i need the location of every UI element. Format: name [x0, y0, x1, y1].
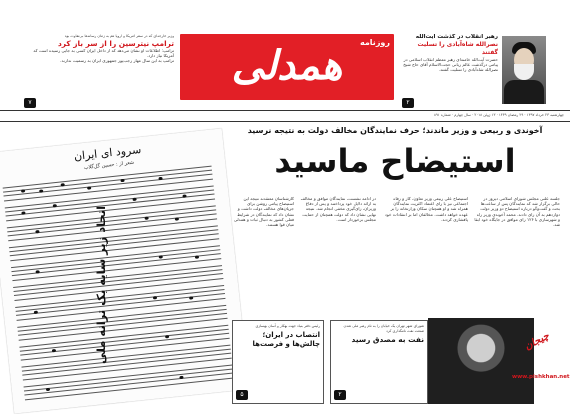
bottom-middle-story[interactable] — [232, 320, 324, 404]
mosaddegh-photo — [428, 318, 534, 404]
header-right-page: ۲ — [402, 98, 414, 108]
header-right-story[interactable] — [402, 34, 498, 102]
bottom-middle-title: انتصاب در ایران؛ چالش‌ها و فرصت‌ها — [252, 330, 320, 348]
sheet-music-image — [0, 128, 249, 413]
article-column-1: جلسه علنی مجلس شورای اسلامی دیروز در حالی برگزار شد که نمایندگان پس از ساعت‌ها بحث و گفت‌وگو درباره استیضاح دو وزیر دولت دوازدهم به آن رای دادند. محمد آخوندی وزیر راه و شهرسازی با ۱۲۶ رای موافق در جایگاه خود ابقا شد. — [474, 196, 560, 228]
header-left-bullet-2: ترامپ به این سال مهار رجب‌پور جمهوری ایران به رسمیت ندارند. — [60, 58, 174, 63]
masthead-area — [0, 0, 570, 118]
sheet-music-overlay-title[interactable]: اتحاد زیر سایه یک ترانه ملی — [94, 205, 108, 365]
header-left-kicker: وزیر خارجه‌ای که در سفر آمریکا و اروپا هم به زمان رسانه‌ها بی‌تفاوت بود — [64, 34, 174, 38]
article-column-2: استیضاح علی ربیعی وزیر تعاون، کار و رفاه اجتماعی نیز با رای اعتماد اکثریت نمایندگان همراه شد و او همچنان سکان وزارتخانه را بر عهده خواهد داشت. مخالفان اما بر انتقادات خود پافشاری کردند. — [384, 196, 468, 222]
article-column-4: کارشناسان معتقدند نتیجه این استیضاح پیامی روشن برای جریان‌های مخالف دولت داشت و نشان داد که نمایندگان در شرایط فعلی کشور به دنبال ثبات و همدلی میان قوا هستند. — [233, 196, 294, 228]
sheet-music-subtitle: شعر از : حسین گل‌گلاب — [83, 159, 135, 171]
newspaper-logo[interactable]: همدلی — [231, 42, 343, 89]
watermark-url: www.pishkhan.net — [512, 374, 570, 380]
newspaper-label: روزنامه — [360, 38, 390, 47]
header-left-story[interactable] — [24, 34, 174, 102]
bottom-right-kicker: شورای شهر تهران یک خیابان را به نام رهبر ملی شدن صنعت نفت نامگذاری کرد — [343, 324, 424, 333]
date-line-text: چهارشنبه ۲۳ خرداد ۱۳۹۷ · ۲۹ رمضان ۱۴۳۹ · ۱۳ ژوئن ۲۰۱۸ · سال چهارم · شماره ۸۹۱ — [433, 113, 564, 117]
bottom-middle-page: ۵ — [236, 390, 248, 400]
header-right-headline: رهبر انقلاب در گذشت آیت‌الله — [415, 34, 498, 40]
main-headline[interactable]: استیضاح ماسید — [274, 142, 516, 180]
header-left-page: ۷ — [24, 98, 36, 108]
sheet-music-title: سرود ای ایران — [73, 142, 142, 163]
header-right-body: حضرت آیت‌الله خامنه‌ای رهبر معظم انقلاب اسلامی در پیامی درگذشت عالم ربانی حجت‌الاسلام آقای حاج شیخ نصرالله شاه‌آبادی را تسلیت گفتند. — [403, 57, 498, 73]
article-column-3: در ادامه نشست، نمایندگان موافق و مخالف به ارائه دلایل خود پرداختند و پس از دفاع وزیران، رای‌گیری مخفی انجام شد. نتیجه نهایی نشان داد که دولت همچنان از حمایت مجلس برخوردار است. — [300, 196, 376, 222]
sheet-music-overlay-band — [88, 182, 112, 388]
date-line — [0, 110, 570, 122]
bottom-right-story[interactable] — [330, 320, 428, 404]
watermark-brand: چیجان — [522, 330, 552, 353]
header-left-bullet-1: ترامپ: اطلاعات او نشان می‌دهد که از داخل ایران کسی به جایی رسیده است که آمریکا نیاز دارد. — [33, 47, 174, 58]
leader-portrait — [502, 36, 546, 104]
bottom-right-title: نفت به مصدق رسید — [351, 335, 424, 345]
bottom-right-page: ۲ — [334, 390, 346, 400]
main-sub-headline: آخوندی و ربیعی و وزیر ماندند؛ حرف نمایندگان مخالف دولت به نتیجه نرسید — [247, 126, 543, 135]
bottom-middle-kicker: رئیس دفتر بنیاد جهت بهکار و آسان بهسازی — [255, 324, 320, 328]
header-left-headline: ترامپ نیترسین را از سر باز کرد — [57, 38, 174, 48]
header-right-subline: نصرالله شاه‌آبادی را تسلیت گفتند — [417, 41, 498, 56]
